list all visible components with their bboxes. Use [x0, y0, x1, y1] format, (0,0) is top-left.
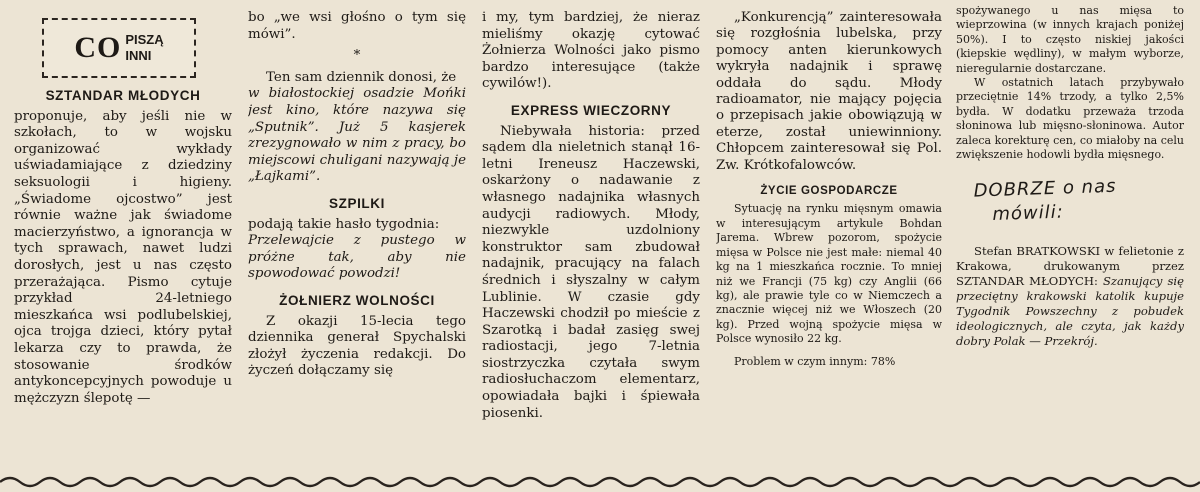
col5-p1: spożywanego u nas mięsa to wieprzowina (w innych krajach poniżej 50%). I to często niskiej jakości (kiepskie wędliny), w małym wyborze, nieregularnie dostarczane. — [956, 4, 1184, 75]
sig-text: w felietonie z Krakowa, drukowanym przez SZTANDAR MŁODYCH: — [956, 244, 1184, 289]
col2-p2 — [248, 70, 466, 87]
hand-line-1: DOBRZE o nas — [973, 176, 1117, 203]
column-2 — [248, 10, 466, 380]
hand-line-2: mówili: — [992, 202, 1065, 226]
logo-top: PISZĄ — [125, 32, 164, 47]
col2-p1: bo „we wsi głośno o tym się mówi”. — [248, 10, 466, 42]
col4-small-block — [716, 184, 942, 369]
col4-p3: Problem w czym innym: 78% — [734, 354, 896, 368]
col1-body: proponuje, aby jeśli nie w szkołach, to w wojsku organizować wykłady uświadamiające z dziedziny seksuologii i higieny. „Świadome ojcostwo” jest równie ważne jak świadome macierzyństwo, a ignorancja w tych sprawach, nawet ludzi dorosłych, jest u nas często przerażająca. Pismo cytuje przykład 24-letniego mieszkańca wsi podlubelskiej, ojca trojga dzieci, który pytał lekarza czy to prawda, że stosowanie środków antykoncepcyjnych powoduje u mężczyzn ślepotę — — [14, 108, 232, 406]
column-1 — [14, 10, 232, 407]
heading-express-wieczorny: EXPRESS WIECZORNY — [510, 102, 672, 118]
col3-p2: Niebywała historia: przed sądem dla nieletnich stanął 16-letni Ireneusz Haczewski, oskarżony o nadawanie z własnego nadajnika własnych audycji radiowych. Młody, niezwykle uzdolniony konstruktor sam zbudował nadajnik, pracujący na falach średnich i słyszalny w całym Lublinie. W czasie gdy Haczewski chodził po mieście z Szarotką i badał zasięg swej radiostacji, jego 7-letnia siostrzyczka czytała swym radiosłuchaczom elementarz, opowiadała bajki i śpiewała piosenki. — [482, 123, 700, 421]
column-4 — [716, 10, 942, 369]
col4-p1: „Konkurencją” zainteresowała się rozgłośnia lubelska, przy pomocy anten kierunkowych wykryła nadajnik i sprawę oddała do sądu. Młody radioamator, nie mający pojęcia o przepisach jakie obowiązują w eterze, został uniewinniony. Chłopcem zainteresował się Pol. Zw. Krótkofalowców. — [716, 10, 942, 173]
column-3 — [482, 10, 700, 422]
sig-name: Stefan BRATKOWSKI — [974, 244, 1101, 259]
logo-bottom: INNI — [125, 48, 152, 63]
col2-p3-italic: Przelewajcie z pustego w próżne tak, aby nie spowodować powodzi! — [248, 233, 466, 282]
sig-source: Przekrój. — [1044, 334, 1098, 349]
col2-p4: Z okazji 15-lecia tego dziennika generał Spychalski złożył życzenia redakcji. Do życzeń dołączamy się — [248, 313, 466, 379]
col2-p2-text: Ten sam dziennik donosi, że — [266, 69, 457, 85]
wavy-line — [0, 478, 1200, 486]
handwritten-heading — [973, 173, 1184, 228]
col2-p2-italic: w białostockiej osadzie Mońki jest kino, które nazywa się „Sputnik”. Już 5 kasjerek zrezygnowało w nim z pracy, bo miejscowi chuligani nazywają je „Łajkami”. — [248, 86, 466, 185]
star-separator: * — [353, 48, 361, 64]
col2-p3: podają takie hasło tygodnia: — [248, 216, 440, 232]
col5-signature-paragraph — [956, 244, 1184, 349]
column-5 — [956, 4, 1184, 349]
heading-sztandar-mlodych: SZTANDAR MŁODYCH — [45, 88, 201, 103]
heading-szpilki: SZPILKI — [329, 195, 385, 211]
wavy-bottom-border — [0, 468, 1200, 492]
col3-p1: i my, tym bardziej, że nieraz mieliśmy okazję cytować Żołnierza Wolności jako pismo bardzo interesujące (także cywilów!). — [482, 10, 700, 92]
logo-co: CO — [74, 30, 122, 64]
col5-p2: W ostatnich latach przybywało przeciętnie 14% trzody, a tylko 2,5% bydła. W dodatku przeważa trzoda słoninowa lub mięsno-słoninowa. Autor zaleca korekturę cen, co miałoby na celu zwiększenie hodowli bydła mięsnego. — [956, 76, 1184, 162]
heading-zycie-gospodarcze: ŻYCIE GOSPODARCZE — [760, 185, 898, 198]
co-pisza-inni-logo — [42, 18, 196, 78]
sig-italic: Szanujący się przeciętny krakowski katolik kupuje Tygodnik Powszechny z pobudek ideologicznych, ale czyta, jak każdy dobry Polak — — [956, 274, 1184, 349]
col4-p2: Sytuację na rynku mięsnym omawia w interesującym artykule Bohdan Jarema. Wbrew pozorom, spożycie mięsa w Polsce nie jest małe: niemal 40 kg na 1 mieszkańca rocznie. To mniej niż we Francji (75 kg) czy Anglii (66 kg), ale prawie tyle co w Niemczech a znacznie więcej niż we Włoszech (20 kg). Przed wojną spożycie mięsa w Polsce wynosiło 22 kg. — [716, 202, 942, 346]
logo-stack — [125, 32, 163, 64]
heading-zolnierz-wolnosci: ŻOŁNIERZ WOLNOŚCI — [279, 292, 435, 308]
